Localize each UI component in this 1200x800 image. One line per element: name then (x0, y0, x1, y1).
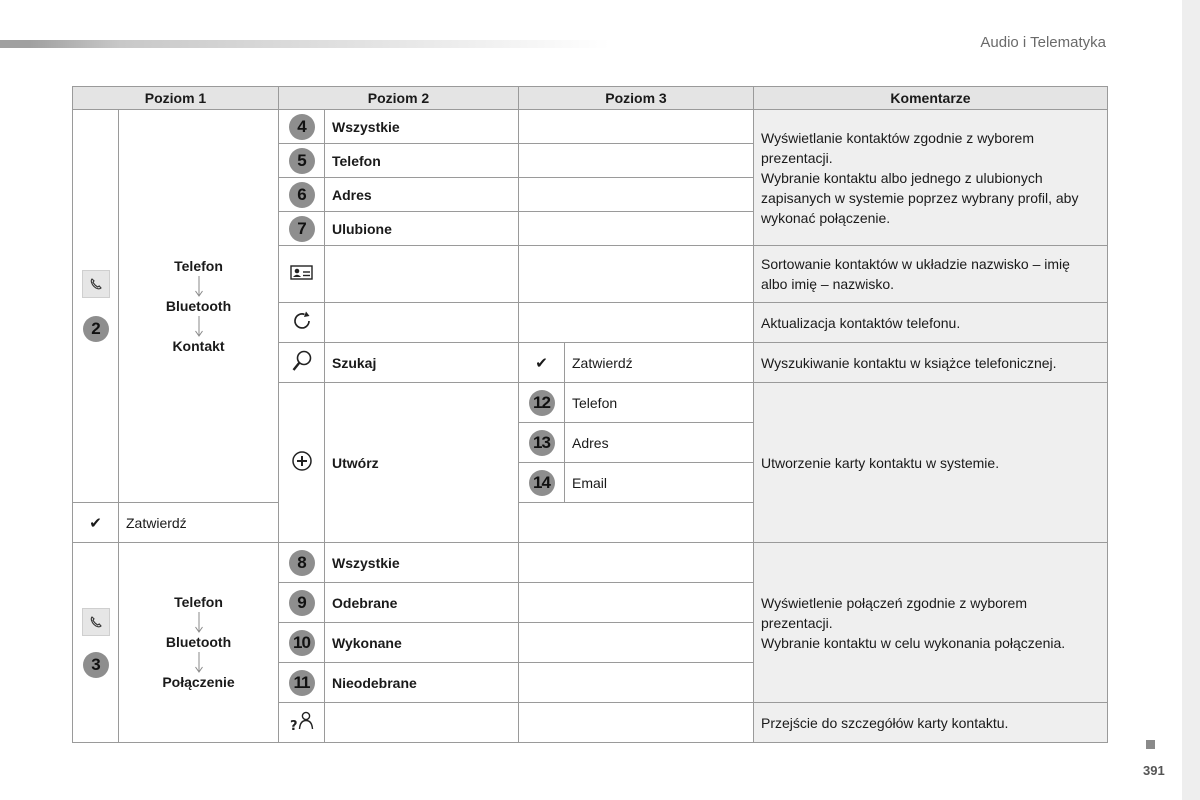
checkmark-cell (73, 503, 119, 543)
arrow-down-icon (194, 315, 204, 338)
path-word-telefon: Telefon (174, 257, 223, 274)
add-contact-icon[interactable] (291, 450, 313, 472)
checkmark-icon: ✔ (89, 514, 102, 532)
contact-details-icon[interactable] (289, 709, 315, 733)
arrow-down-icon (194, 275, 204, 298)
level3-empty (519, 663, 754, 703)
arrow-down-icon (194, 611, 204, 634)
header-decor-bar (0, 40, 610, 48)
badge-cell (279, 212, 325, 246)
level2-favorites[interactable]: Ulubione (325, 212, 519, 246)
header-comments: Komentarze (754, 87, 1108, 110)
badge-cell (519, 463, 565, 503)
comment-sort: Sortowanie kontaktów w układzie nazwisko – imię albo imię – nazwisko. (754, 246, 1108, 303)
comment-refresh: Aktualizacja kontaktów telefonu. (754, 303, 1108, 343)
level2-all-contacts[interactable]: Wszystkie (325, 110, 519, 144)
menu-badge-3: 3 (83, 652, 109, 678)
level2-empty (325, 303, 519, 343)
badge-cell (279, 543, 325, 583)
level2-empty (325, 246, 519, 303)
level3-empty (519, 144, 754, 178)
menu-badge-13: 13 (529, 430, 555, 456)
search-icon-cell (279, 343, 325, 383)
menu-badge-10: 10 (289, 630, 315, 656)
badge-cell (279, 178, 325, 212)
level2-empty (325, 703, 519, 743)
comment-calls-view (754, 543, 1108, 703)
phone-icon (82, 608, 110, 636)
header-level-2: Poziom 2 (279, 87, 519, 110)
menu-badge-9: 9 (289, 590, 315, 616)
level2-search[interactable]: Szukaj (325, 343, 519, 383)
menu-badge-8: 8 (289, 550, 315, 576)
refresh-icon[interactable] (290, 309, 314, 333)
level2-dialed[interactable]: Wykonane (325, 623, 519, 663)
create-icon-cell (279, 383, 325, 543)
menu-badge-14: 14 (529, 470, 555, 496)
page-number: 391 (1143, 763, 1165, 778)
sort-contacts-icon[interactable] (290, 264, 314, 282)
level3-empty (519, 583, 754, 623)
comment-select-text: Wybranie kontaktu w celu wykonania połączenia. (761, 634, 1066, 651)
comment-select-text: Wybranie kontaktu albo jednego z ulubionych zapisanych w systemie poprzez wybrany profil, aby wykonać połączenie. (761, 169, 1079, 226)
menu-badge-5: 5 (289, 148, 315, 174)
comment-view-text: Wyświetlenie połączeń zgodnie z wyborem prezentacji. (761, 594, 1027, 631)
search-icon[interactable] (291, 349, 313, 373)
level3-create-phone[interactable]: Telefon (565, 383, 754, 423)
badge-cell (279, 144, 325, 178)
badge-cell (519, 423, 565, 463)
level2-phone[interactable]: Telefon (325, 144, 519, 178)
level3-empty (519, 110, 754, 144)
badge-cell (279, 663, 325, 703)
badge-cell (279, 110, 325, 144)
table-row (73, 110, 1108, 144)
section-title: Audio i Telematyka (980, 34, 1106, 51)
level3-empty (519, 623, 754, 663)
menu-badge-4: 4 (289, 114, 315, 140)
menu-badge-6: 6 (289, 182, 315, 208)
comment-create: Utworzenie karty kontaktu w systemie. (754, 383, 1108, 543)
checkmark-cell (519, 343, 565, 383)
table-header-row (73, 87, 1108, 110)
level1-path-contacts (119, 110, 279, 503)
level3-empty (519, 212, 754, 246)
level3-empty (519, 303, 754, 343)
path-word-bluetooth: Bluetooth (165, 297, 232, 314)
level3-empty (519, 543, 754, 583)
arrow-down-icon (194, 651, 204, 674)
header-level-1: Poziom 1 (73, 87, 279, 110)
svg-text:?: ? (289, 719, 298, 733)
checkmark-icon: ✔ (535, 354, 548, 372)
header-level-3: Poziom 3 (519, 87, 754, 110)
level2-missed[interactable]: Nieodebrane (325, 663, 519, 703)
menu-badge-7: 7 (289, 216, 315, 242)
menu-badge-2: 2 (83, 316, 109, 342)
phone-icon (82, 270, 110, 298)
path-word-bluetooth: Bluetooth (165, 634, 232, 650)
level1-icon-cell-contacts (73, 110, 119, 503)
menu-badge-11: 11 (289, 670, 315, 696)
level2-create[interactable]: Utwórz (325, 383, 519, 543)
contact-details-icon-cell (279, 703, 325, 743)
level3-empty (519, 246, 754, 303)
comment-contacts-view (754, 110, 1108, 246)
level3-confirm-search[interactable]: Zatwierdź (565, 343, 754, 383)
level2-received[interactable]: Odebrane (325, 583, 519, 623)
level1-icon-cell-calls (73, 543, 119, 743)
comment-details: Przejście do szczegółów karty kontaktu. (754, 703, 1108, 743)
badge-cell (519, 383, 565, 423)
badge-cell (279, 623, 325, 663)
level3-create-address[interactable]: Adres (565, 423, 754, 463)
level3-empty (519, 178, 754, 212)
page-marker (1146, 740, 1155, 749)
comment-search: Wyszukiwanie kontaktu w książce telefonicznej. (754, 343, 1108, 383)
sort-icon-cell (279, 246, 325, 303)
path-word-kontakt: Kontakt (172, 337, 225, 354)
badge-cell (279, 583, 325, 623)
level2-all-calls[interactable]: Wszystkie (325, 543, 519, 583)
menu-badge-12: 12 (529, 390, 555, 416)
refresh-icon-cell (279, 303, 325, 343)
path-word-telefon: Telefon (174, 594, 223, 610)
level2-address[interactable]: Adres (325, 178, 519, 212)
menu-table (72, 86, 1108, 743)
page-edge-strip (1182, 0, 1200, 800)
level1-path-calls (119, 543, 279, 743)
path-word-polaczenie: Połączenie (162, 674, 235, 690)
level3-empty (519, 703, 754, 743)
comment-view-text: Wyświetlanie kontaktów zgodnie z wyborem prezentacji. (761, 129, 1034, 166)
table-row (73, 543, 1108, 583)
level3-create-email[interactable]: Email (565, 463, 754, 503)
level3-confirm-create[interactable]: Zatwierdź (119, 503, 279, 543)
